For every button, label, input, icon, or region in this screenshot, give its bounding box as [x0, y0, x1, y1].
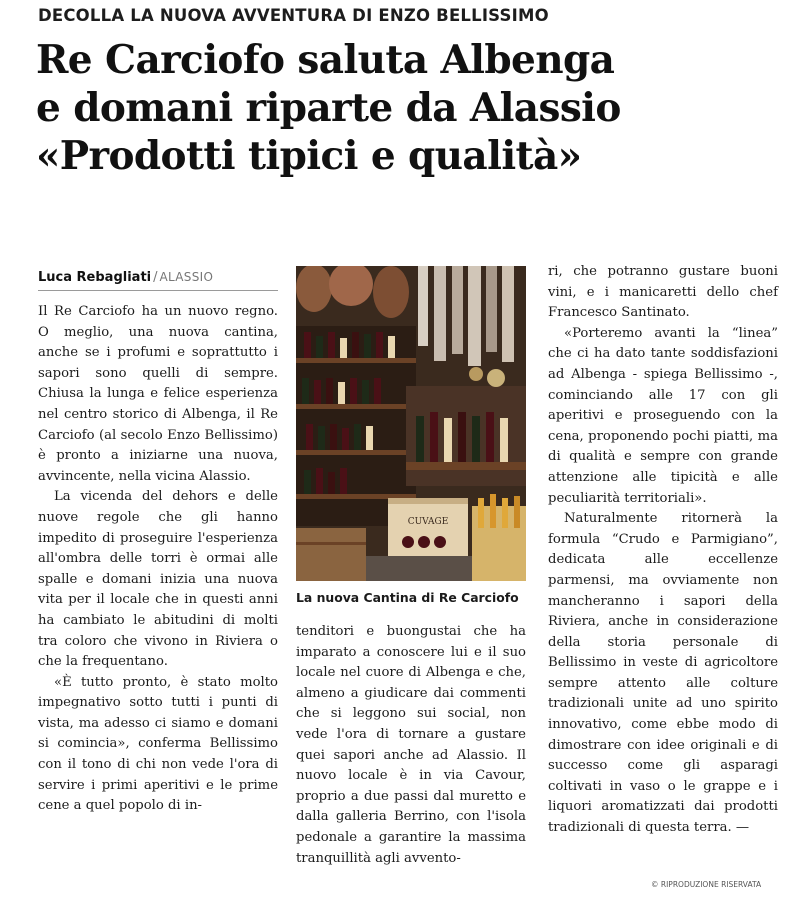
- article-paragraph: La vicenda del dehors e delle nuove regole che gli hanno impedito di proseguire l'esperienza all'ombra delle torri è ormai alle spalle e domani inizia una nuova vita per il locale che in questi anni ha cambiato le abitudini di molti tra coloro che vivono in Riviera o che la frequentano.: [38, 489, 278, 670]
- article-paragraph: Naturalmente ritornerà la formula “Crudo e Parmigiano”, dedicata alle eccellenze parmensi, ma ovviamente non mancheranno i sapori della Riviera, anche in considerazione della storia personale di Bellissimo in veste di agricoltore sempre attento alle colture tradizionali unite ad uno spirito innovativo, come ebbe modo di dimostrare con idee originali e di successo come gli asparagi coltivati in vaso o le grappe e i liquori aromatizzati dai prodotti tradizionali di questa terra. —: [548, 511, 778, 836]
- photo-caption: La nuova Cantina di Re Carciofo: [296, 590, 519, 605]
- article-paragraph: «È tutto pronto, è stato molto impegnativo sotto tutti i punti di vista, ma adesso ci siamo e domani si comincia», conferma Bellissimo con il tono di chi non vede l'ora di servire i primi aperitivi e le prime cene a quel popolo di in-: [38, 674, 278, 814]
- kicker: DECOLLA LA NUOVA AVVENTURA DI ENZO BELLISSIMO: [38, 6, 549, 25]
- headline-line-2: e domani riparte da Alassio: [36, 85, 621, 131]
- byline-author: Luca Rebagliati: [38, 270, 152, 285]
- cantina-photo: [296, 266, 526, 581]
- byline-location: ALASSIO: [159, 270, 214, 284]
- headline-line-3: «Prodotti tipici e qualità»: [36, 133, 582, 179]
- article-paragraph: ri, che potranno gustare buoni vini, e i manicaretti dello chef Francesco Santinato.: [548, 264, 778, 321]
- article-column-3: [548, 262, 778, 839]
- article-paragraph: «Porteremo avanti la “linea” che ci ha dato tante soddisfazioni ad Albenga - spiega Bellissimo -, cominciando alle 17 con gli aperitivi e proseguendo con la cena, proponendo pochi piatti, ma di qualità e sempre con grande attenzione alle tipicità e alle peculiarità territoriali».: [548, 325, 778, 506]
- wine-shop-illustration: [296, 266, 526, 581]
- article-column-2: [296, 622, 526, 869]
- article-column-1: [38, 302, 278, 817]
- copyright-notice: © RIPRODUZIONE RISERVATA: [651, 880, 762, 889]
- article-paragraph: Il Re Carciofo ha un nuovo regno. O meglio, una nuova cantina, anche se i profumi e soprattutto i sapori sono quelli di sempre. Chiusa la lunga e felice esperienza nel centro storico di Albenga, il Re Carciofo (al secolo Enzo Bellissimo) è pronto a iniziarne una nuova, avvincente, nella vicina Alassio.: [38, 304, 278, 484]
- headline: [36, 36, 776, 180]
- headline-line-1: Re Carciofo saluta Albenga: [36, 37, 615, 83]
- article-paragraph: tenditori e buongustai che ha imparato a conoscere lui e il suo locale nel cuore di Albenga e che, almeno a giudicare dai commenti che si leggono sui social, non vede l'ora di tornare a gustare quei sapori anche ad Alassio. Il nuovo locale è in via Cavour, proprio a due passi dal muretto e dalla galleria Berrino, con l'isola pedonale a garantire la massima tranquillità agli avvento-: [296, 624, 526, 866]
- byline-separator: /: [153, 270, 158, 285]
- byline: [38, 270, 278, 291]
- crate-label: CUVAGE: [407, 517, 449, 527]
- cuvage-crate: [388, 498, 468, 556]
